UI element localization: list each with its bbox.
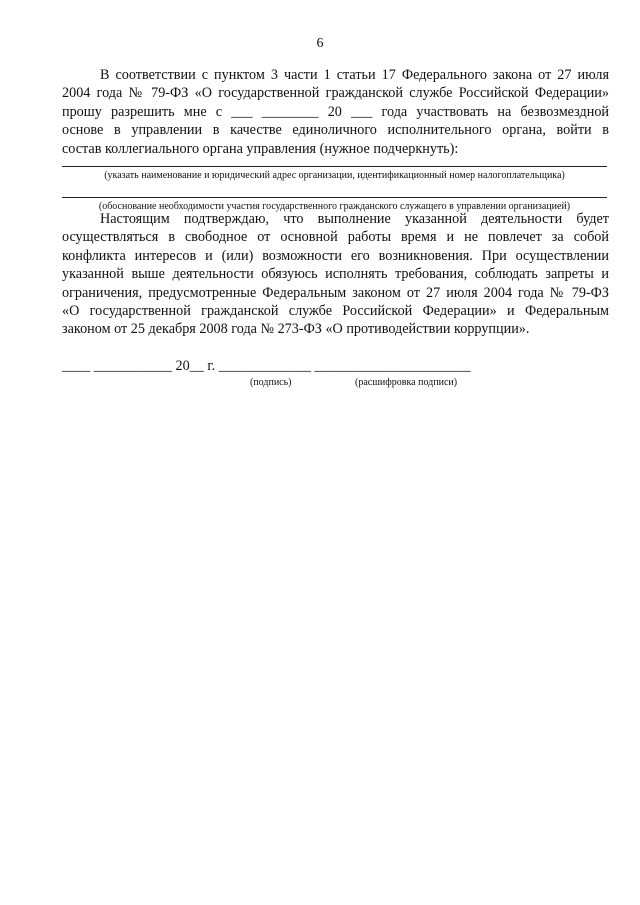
signature-caption: (подпись) — [250, 377, 292, 388]
page-number: 6 — [316, 36, 324, 51]
date-signature-line: ____ ___________ 20__ г. _____________ ______________________ — [62, 358, 471, 374]
justification-caption: (обоснование необходимости участия государственного гражданского служащего в управлении организацией) — [98, 201, 571, 212]
confirmation-line-4: указанной выше деятельности обязуюсь исполнять требования, соблюдать запреты и — [62, 266, 609, 283]
organization-input-line — [62, 166, 607, 167]
request-line-3: прошу разрешить мне с ___ ________ 20 ___ года участвовать на безвозмездной — [62, 103, 609, 120]
confirmation-line-7: законом от 25 декабря 2008 года № 273-ФЗ «О противодействии коррупции». — [62, 321, 530, 338]
request-paragraph — [62, 66, 609, 158]
request-line-5: состав коллегиального органа управления (нужное подчеркнуть): — [62, 140, 459, 157]
request-line-1: В соответствии с пунктом 3 части 1 статьи 17 Федерального закона от 27 июля — [100, 67, 609, 83]
confirmation-line-6: «О государственной гражданской службе Российской Федерации» и Федеральным — [62, 303, 609, 320]
confirmation-line-5: ограничения, предусмотренные Федеральным законом от 27 июля 2004 года № 79-ФЗ — [62, 284, 609, 301]
confirmation-line-2: осуществляться в свободное от основной работы время и не повлечет за собой — [62, 229, 609, 246]
organization-caption: (указать наименование и юридический адрес организации, идентификационный номер налогоплательщика) — [104, 170, 565, 181]
request-line-4: основе в управлении в качестве единоличного исполнительного органа, войти в — [62, 122, 609, 139]
signature-decoding-caption: (расшифровка подписи) — [355, 377, 458, 388]
confirmation-line-3: конфликта интересов и (или) возможности его возникновения. При осуществлении — [62, 247, 609, 264]
confirmation-paragraph — [62, 210, 609, 339]
request-line-2: 2004 года № 79-ФЗ «О государственной гражданской службе Российской Федерации» — [62, 85, 609, 102]
justification-input-line — [62, 197, 607, 198]
confirmation-line-1: Настоящим подтверждаю, что выполнение указанной деятельности будет — [100, 211, 609, 227]
